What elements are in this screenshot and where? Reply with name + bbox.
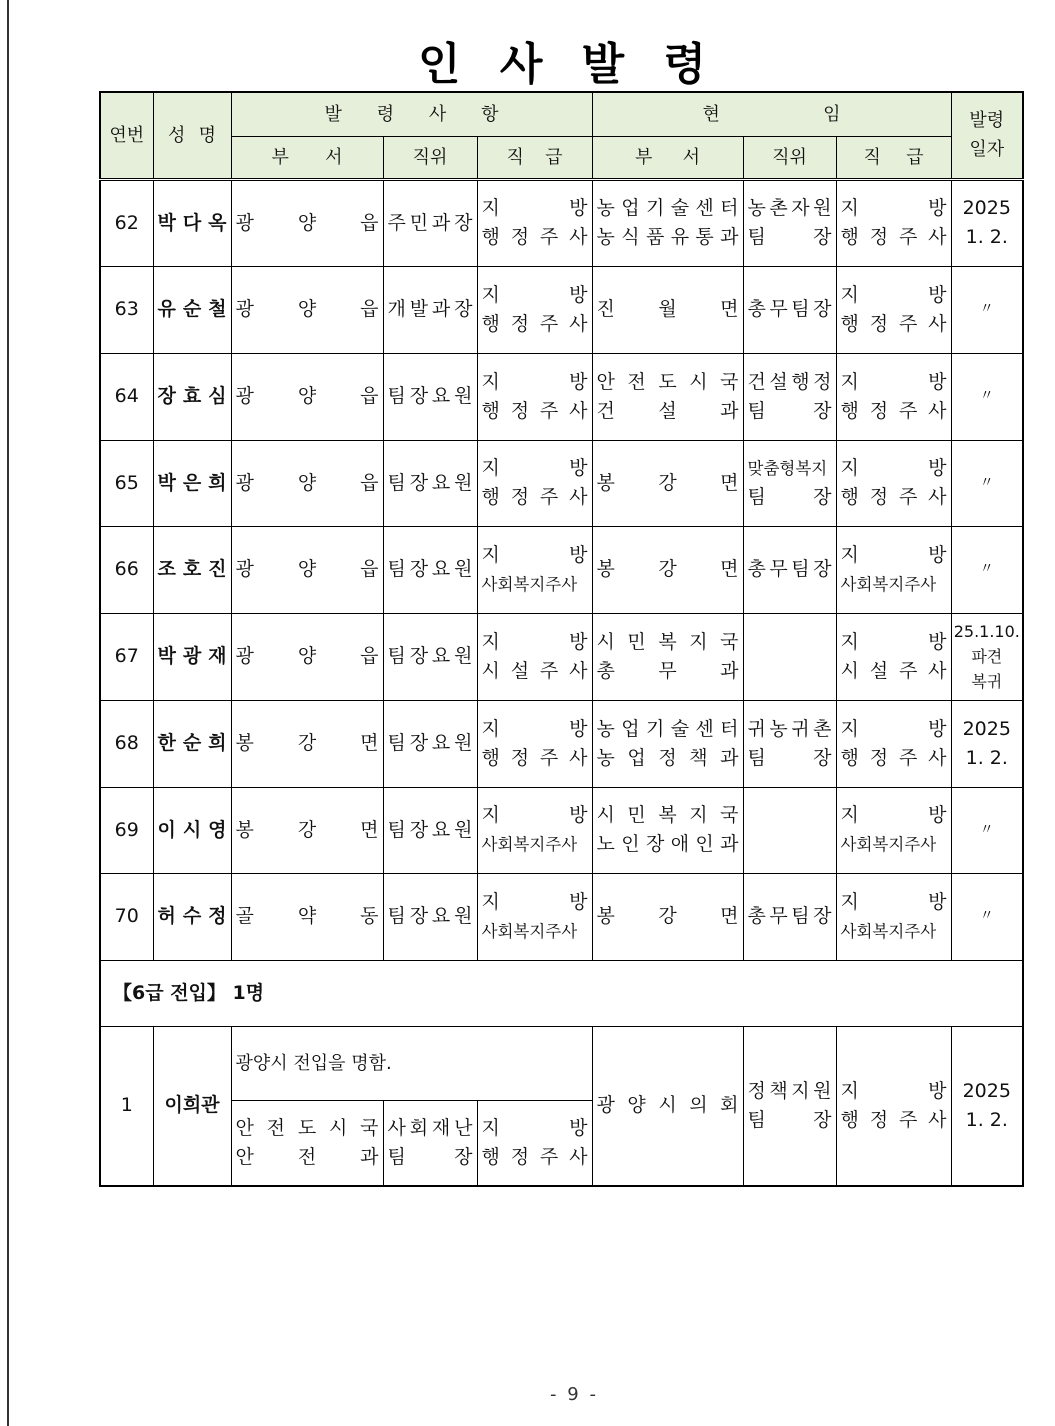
header-number: 연번 [100,92,153,179]
date-cell [951,787,1023,873]
current-grade-cell [836,353,951,440]
current-position-line: 총 무 팀 장 [747,298,832,320]
header-date-line: 발령 [969,110,1005,132]
current-position-cell [743,613,836,700]
date-line: 25.1.10. [953,622,1020,641]
new-dept-line: 봉 강 면 [235,818,379,841]
section-row [100,960,1023,1026]
row-number: 67 [100,613,153,700]
current-position-cell [743,440,836,526]
name-cell [153,266,231,353]
new-position-cell [383,613,477,700]
page-left-border [7,0,9,1426]
header-row-2 [100,136,1023,179]
date-line: 2025 [962,717,1011,740]
row-number: 68 [100,700,153,787]
new-grade-line: 지 방 [481,717,588,740]
table-row [100,179,1023,266]
name-cell [153,353,231,440]
name-cell [153,613,231,700]
current-grade-cell [836,440,951,526]
employee-name: 장 효 심 [157,385,227,407]
row-number: 63 [100,266,153,353]
current-dept-line: 시 민 복 지 국 [596,804,739,826]
current-grade-line: 사회복지주사 [840,921,937,941]
current-dept-line: 시 민 복 지 국 [596,630,739,653]
header-name-text: 성 명 [168,124,216,146]
table-row [100,440,1023,526]
current-grade-line: 지 방 [840,283,947,306]
date-line: 1. 2. [965,746,1008,769]
header-new-grade [477,136,592,179]
new-dept-cell [231,873,383,960]
date-cell [951,613,1023,700]
date-line: 2025 [962,1079,1011,1102]
header-current-position: 직위 [743,136,836,179]
current-grade-cell [836,526,951,613]
current-grade-cell [836,787,951,873]
current-grade-line: 지 방 [840,1079,947,1102]
current-dept-cell [592,266,743,353]
current-position-cell [743,266,836,353]
current-position-line: 팀 장 [747,226,832,248]
current-dept-cell [592,440,743,526]
current-position-line: 총 무 팀 장 [747,905,832,927]
new-grade-line: 지 방 [481,370,588,393]
current-dept-line: 총 무 과 [596,659,739,682]
current-grade-line: 행 정 주 사 [840,1108,947,1131]
current-grade-cell [836,873,951,960]
name-cell [153,700,231,787]
row-number: 1 [100,1026,153,1186]
new-position-cell [383,787,477,873]
current-dept-cell [592,787,743,873]
current-grade-line: 지 방 [840,370,947,393]
new-grade-cell [477,613,592,700]
new-dept-cell [231,613,383,700]
current-dept-line: 광 양 시 의 회 [596,1094,739,1117]
ditto-mark: 〃 [979,474,994,491]
header-current-grade [836,136,951,179]
new-position-line: 팀 장 요 원 [387,385,473,407]
new-grade-line: 지 방 [481,457,588,479]
header-date [951,92,1023,179]
current-grade-cell [836,179,951,266]
new-grade-line: 행 정 주 사 [481,226,588,248]
current-position-line: 팀 장 [747,746,832,769]
new-dept-cell [231,266,383,353]
new-dept-line: 광 양 읍 [235,645,379,667]
header-dept-text: 부 서 [635,146,701,168]
row-number: 66 [100,526,153,613]
current-dept-cell [592,526,743,613]
employee-name: 박 은 희 [157,471,227,494]
new-position-line: 사 회 재 난 [387,1116,473,1139]
date-cell [951,179,1023,266]
name-cell [153,787,231,873]
current-grade-line: 사회복지주사 [840,574,937,594]
date-cell [951,700,1023,787]
current-grade-line: 사회복지주사 [840,835,937,854]
current-dept-line: 노 인 장 애 인 과 [596,833,739,855]
date-line: 1. 2. [965,226,1008,248]
current-position-line: 귀 농 귀 촌 [747,717,832,740]
current-grade-line: 지 방 [840,543,947,566]
new-grade-line: 지 방 [481,804,588,826]
date-cell [951,526,1023,613]
current-position-cell [743,526,836,613]
section-heading: 【6급 전입】 1명 [100,960,1023,1026]
header-current-dept [592,136,743,179]
table-row [100,613,1023,700]
current-dept-cell [592,873,743,960]
new-grade-line: 지 방 [481,543,588,566]
new-grade-cell [477,873,592,960]
new-grade-cell [477,353,592,440]
employee-name: 허 수 정 [157,905,227,927]
table-row [100,873,1023,960]
employee-name: 박 다 옥 [157,211,227,234]
new-grade-line: 지 방 [481,197,588,219]
header-date-line: 일자 [969,139,1005,161]
new-position-cell [383,353,477,440]
new-grade-line: 행 정 주 사 [481,312,588,335]
current-position-line: 팀 장 [747,1108,832,1131]
current-dept-line: 봉 강 면 [596,558,739,580]
new-position-line: 팀 장 요 원 [387,732,473,754]
new-dept-cell [231,353,383,440]
current-grade-cell [836,266,951,353]
current-dept-line: 농 업 기 술 센 터 [596,717,739,740]
date-cell [951,873,1023,960]
new-dept-line: 광 양 읍 [235,471,379,494]
personnel-table [99,91,1024,1187]
new-grade-line: 지 방 [481,283,588,306]
employee-name: 유 순 철 [157,298,227,320]
current-dept-line: 농 식 품 유 통 과 [596,226,739,248]
new-dept-line: 봉 강 면 [235,732,379,754]
new-position-line: 팀 장 [387,1145,473,1168]
row-number: 65 [100,440,153,526]
employee-name: 이 시 영 [157,818,227,841]
current-grade-line: 행 정 주 사 [840,226,947,248]
current-grade-line: 지 방 [840,717,947,740]
new-grade-cell [477,526,592,613]
new-dept-cell [231,787,383,873]
new-dept-line: 골 약 동 [235,905,379,927]
current-dept-line: 봉 강 면 [596,471,739,494]
table-row [100,700,1023,787]
current-position-line: 맞춤형복지 [747,459,828,478]
new-grade-cell [477,787,592,873]
new-dept-cell [231,526,383,613]
current-dept-line: 안 전 도 시 국 [596,370,739,393]
new-grade-line: 시 설 주 사 [481,659,588,682]
ditto-mark: 〃 [979,908,994,924]
header-dept-text: 부 서 [271,146,343,168]
header-appointment-text: 발 령 사 항 [324,103,499,125]
header-new-dept [231,136,383,179]
new-grade-line: 지 방 [481,630,588,653]
current-position-line: 총 무 팀 장 [747,558,832,580]
current-grade-line: 지 방 [840,630,947,653]
header-new-position: 직위 [383,136,477,179]
current-position-cell [743,179,836,266]
date-line: 복귀 [971,672,1003,691]
new-position-cell [383,526,477,613]
current-position-line: 건 설 행 정 [747,370,832,393]
name-cell [153,179,231,266]
header-name [153,92,231,179]
new-position-line: 팀 장 요 원 [387,558,473,580]
row-number: 64 [100,353,153,440]
current-position-cell [743,700,836,787]
new-position-cell [383,440,477,526]
current-grade-cell [836,613,951,700]
table-row [100,526,1023,613]
new-grade-line: 사회복지주사 [481,835,578,854]
current-grade-line: 지 방 [840,804,947,826]
current-grade-line: 지 방 [840,890,947,913]
current-grade-cell [836,1026,951,1186]
current-position-cell [743,873,836,960]
name-cell [153,526,231,613]
ditto-mark: 〃 [979,301,994,317]
employee-name: 한 순 희 [157,732,227,754]
current-dept-line: 농 업 정 책 과 [596,746,739,769]
new-grade-line: 지 방 [481,1116,588,1139]
current-grade-line: 행 정 주 사 [840,486,947,508]
header-current [592,92,951,136]
header-grade-text: 직 급 [863,146,924,168]
new-grade-cell [477,179,592,266]
current-position-line: 농 촌 자 원 [747,197,832,219]
transfer-note: 광양시 전입을 명함. [231,1026,592,1100]
new-position-line: 팀 장 요 원 [387,471,473,494]
date-cell [951,266,1023,353]
new-grade-line: 사회복지주사 [481,574,578,594]
document-title: 인 사 발 령 [418,39,706,90]
current-dept-cell [592,700,743,787]
header-grade-text: 직 급 [506,146,563,168]
table-row [100,353,1023,440]
table-row [100,787,1023,873]
page-number: - 9 - [550,1384,596,1405]
current-position-line: 정 책 지 원 [747,1079,832,1102]
header-appointment [231,92,592,136]
new-position-cell [383,179,477,266]
current-grade-line: 지 방 [840,457,947,479]
current-position-line: 팀 장 [747,399,832,422]
new-grade-line: 지 방 [481,890,588,913]
current-grade-line: 시 설 주 사 [840,659,947,682]
new-dept-line: 광 양 읍 [235,298,379,320]
header-current-text: 현 임 [702,103,841,125]
new-dept-cell [231,1100,383,1186]
date-line: 1. 2. [965,1108,1008,1131]
ditto-mark: 〃 [979,821,994,838]
row-number: 69 [100,787,153,873]
name-cell [153,873,231,960]
new-grade-cell [477,440,592,526]
new-position-line: 개 발 과 장 [387,298,473,320]
current-position-cell [743,1026,836,1186]
current-dept-cell [592,613,743,700]
current-grade-line: 행 정 주 사 [840,312,947,335]
new-dept-line: 광 양 읍 [235,385,379,407]
new-position-cell [383,700,477,787]
new-grade-cell [477,700,592,787]
employee-name: 박 광 재 [157,645,227,667]
new-grade-line: 사회복지주사 [481,921,578,941]
header-row-1 [100,92,1023,136]
new-grade-line: 행 정 주 사 [481,1145,588,1168]
ditto-mark: 〃 [979,388,994,404]
new-dept-cell [231,700,383,787]
new-grade-line: 행 정 주 사 [481,486,588,508]
new-grade-cell [477,266,592,353]
name-cell [153,440,231,526]
current-position-cell [743,787,836,873]
table-row [100,266,1023,353]
current-dept-cell [592,353,743,440]
date-line: 2025 [962,197,1011,219]
current-grade-line: 행 정 주 사 [840,399,947,422]
new-dept-line: 광 양 읍 [235,558,379,580]
new-grade-line: 행 정 주 사 [481,746,588,769]
current-grade-line: 행 정 주 사 [840,746,947,769]
new-grade-line: 행 정 주 사 [481,399,588,422]
current-position-cell [743,353,836,440]
new-dept-line: 안 전 과 [235,1145,379,1168]
new-dept-line: 안 전 도 시 국 [235,1116,379,1139]
current-dept-line: 농 업 기 술 센 터 [596,197,739,219]
current-dept-cell [592,1026,743,1186]
transfer-row [100,1026,1023,1100]
new-position-line: 팀 장 요 원 [387,645,473,667]
new-position-cell [383,1100,477,1186]
new-position-cell [383,266,477,353]
new-grade-cell [477,1100,592,1186]
row-number: 70 [100,873,153,960]
current-dept-line: 건 설 과 [596,399,739,422]
new-dept-line: 광 양 읍 [235,211,379,234]
current-grade-cell [836,700,951,787]
new-position-line: 주 민 과 장 [387,211,473,234]
ditto-mark: 〃 [979,561,994,577]
current-dept-line: 진 월 면 [596,298,739,320]
date-cell [951,353,1023,440]
date-cell [951,440,1023,526]
new-position-cell [383,873,477,960]
current-grade-line: 지 방 [840,197,947,219]
new-position-line: 팀 장 요 원 [387,905,473,927]
current-dept-line: 봉 강 면 [596,905,739,927]
current-position-line: 팀 장 [747,486,832,508]
new-dept-cell [231,179,383,266]
date-cell [951,1026,1023,1186]
row-number: 62 [100,179,153,266]
employee-name: 이희관 [153,1026,231,1186]
current-dept-cell [592,179,743,266]
new-position-line: 팀 장 요 원 [387,818,473,841]
employee-name: 조 호 진 [157,558,227,580]
new-dept-cell [231,440,383,526]
date-line: 파견 [971,647,1003,666]
